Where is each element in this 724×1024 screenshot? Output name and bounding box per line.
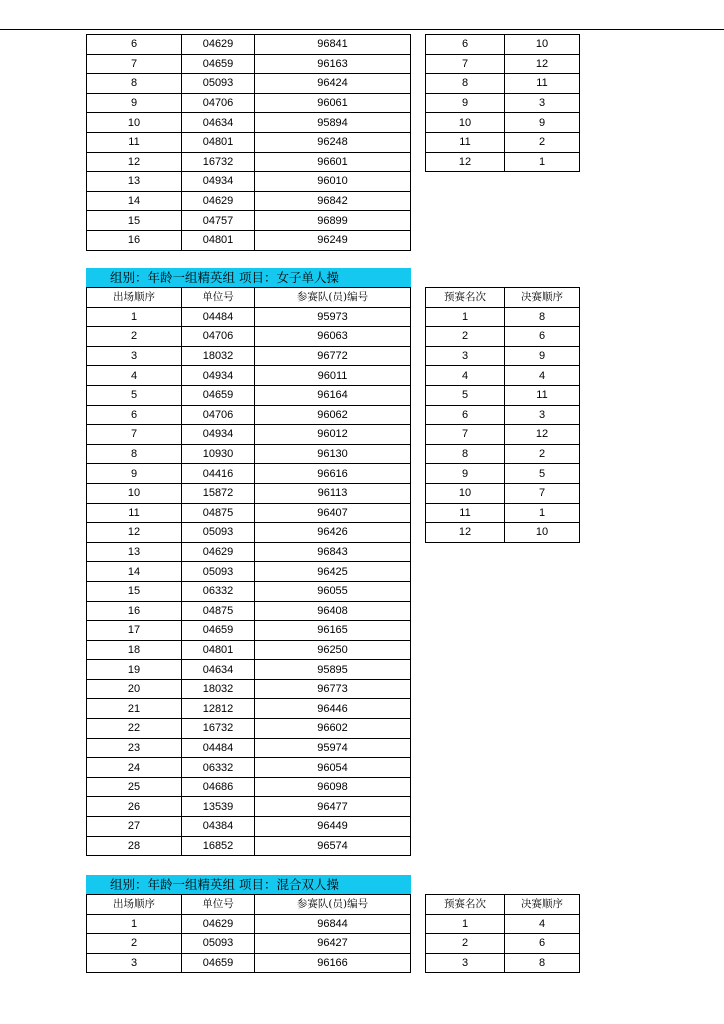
start-order-row xyxy=(87,601,411,621)
table-cell: 6 xyxy=(426,35,505,55)
table-cell: 96446 xyxy=(255,699,411,719)
table-cell: 11 xyxy=(87,132,182,152)
table-cell: 96899 xyxy=(255,211,411,231)
start-order-row xyxy=(87,817,411,837)
table-cell: 96063 xyxy=(255,327,411,347)
table-cell: 11 xyxy=(505,74,580,94)
table-cell: 10 xyxy=(426,113,505,133)
start-order-row xyxy=(87,914,411,934)
table-cell: 9 xyxy=(87,93,182,113)
table-cell: 96250 xyxy=(255,640,411,660)
start-order-row xyxy=(87,719,411,739)
table-cell: 2 xyxy=(426,327,505,347)
table-cell: 23 xyxy=(87,738,182,758)
table-cell: 11 xyxy=(87,503,182,523)
table-cell: 05093 xyxy=(182,934,255,954)
table-cell: 04706 xyxy=(182,405,255,425)
start-order-row xyxy=(87,54,411,74)
table-cell: 21 xyxy=(87,699,182,719)
start-order-row xyxy=(87,35,411,55)
table-cell: 04629 xyxy=(182,191,255,211)
table-cell: 96408 xyxy=(255,601,411,621)
start-order-row xyxy=(87,523,411,543)
table-cell: 11 xyxy=(426,132,505,152)
final-order-row xyxy=(426,113,580,133)
final-order-row xyxy=(426,346,580,366)
start-order-row xyxy=(87,640,411,660)
table-cell: 13539 xyxy=(182,797,255,817)
table-cell: 7 xyxy=(87,425,182,445)
header-start-order: 出场顺序 xyxy=(87,895,182,915)
table-cell: 10 xyxy=(87,483,182,503)
header-unit-number: 单位号 xyxy=(182,288,255,308)
table-cell: 16732 xyxy=(182,719,255,739)
table-cell: 10 xyxy=(426,483,505,503)
table-cell: 96248 xyxy=(255,132,411,152)
table-cell: 9 xyxy=(505,346,580,366)
table-cell: 7 xyxy=(87,54,182,74)
table-cell: 96054 xyxy=(255,758,411,778)
table-cell: 96165 xyxy=(255,621,411,641)
table-cell: 96130 xyxy=(255,444,411,464)
table-cell: 96113 xyxy=(255,483,411,503)
final-order-row xyxy=(426,934,580,954)
start-order-table-continued xyxy=(86,34,411,251)
final-order-table xyxy=(425,894,580,973)
table-cell: 96163 xyxy=(255,54,411,74)
table-cell: 04416 xyxy=(182,464,255,484)
table-cell: 1 xyxy=(426,307,505,327)
table-cell: 96061 xyxy=(255,93,411,113)
table-cell: 8 xyxy=(87,74,182,94)
start-order-row xyxy=(87,483,411,503)
table-cell: 04686 xyxy=(182,777,255,797)
start-order-row xyxy=(87,307,411,327)
table-cell: 04629 xyxy=(182,542,255,562)
table-cell: 3 xyxy=(87,953,182,973)
final-order-row xyxy=(426,914,580,934)
table-cell: 96012 xyxy=(255,425,411,445)
table-cell: 6 xyxy=(87,405,182,425)
table-cell: 04634 xyxy=(182,660,255,680)
table-cell: 04801 xyxy=(182,230,255,250)
start-order-row xyxy=(87,660,411,680)
table-header-row xyxy=(426,895,580,915)
table-cell: 96011 xyxy=(255,366,411,386)
start-order-row xyxy=(87,113,411,133)
final-order-row xyxy=(426,953,580,973)
table-cell: 15 xyxy=(87,211,182,231)
start-order-row xyxy=(87,542,411,562)
table-cell: 14 xyxy=(87,191,182,211)
header-unit-number: 单位号 xyxy=(182,895,255,915)
table-cell: 04659 xyxy=(182,54,255,74)
table-cell: 7 xyxy=(505,483,580,503)
final-order-row xyxy=(426,385,580,405)
start-order-row xyxy=(87,211,411,231)
table-cell: 2 xyxy=(505,444,580,464)
table-cell: 16732 xyxy=(182,152,255,172)
table-cell: 6 xyxy=(426,405,505,425)
final-order-row xyxy=(426,444,580,464)
page-top-rule xyxy=(0,29,724,30)
header-start-order: 出场顺序 xyxy=(87,288,182,308)
table-cell: 10 xyxy=(505,523,580,543)
table-cell: 96249 xyxy=(255,230,411,250)
table-cell: 8 xyxy=(505,307,580,327)
final-order-row xyxy=(426,483,580,503)
table-cell: 96425 xyxy=(255,562,411,582)
table-cell: 2 xyxy=(505,132,580,152)
table-cell: 04934 xyxy=(182,366,255,386)
final-order-row xyxy=(426,405,580,425)
start-order-row xyxy=(87,93,411,113)
table-cell: 1 xyxy=(505,152,580,172)
table-cell: 5 xyxy=(426,385,505,405)
start-order-row xyxy=(87,74,411,94)
table-cell: 04484 xyxy=(182,307,255,327)
table-cell: 04801 xyxy=(182,640,255,660)
table-cell: 96055 xyxy=(255,581,411,601)
table-cell: 8 xyxy=(426,444,505,464)
table-cell: 05093 xyxy=(182,74,255,94)
table-cell: 96010 xyxy=(255,172,411,192)
start-order-row xyxy=(87,777,411,797)
start-order-row xyxy=(87,679,411,699)
start-order-row xyxy=(87,758,411,778)
table-cell: 8 xyxy=(505,953,580,973)
header-team-number: 参赛队(员)编号 xyxy=(255,895,411,915)
table-cell: 6 xyxy=(505,327,580,347)
start-order-row xyxy=(87,581,411,601)
table-cell: 12812 xyxy=(182,699,255,719)
table-cell: 3 xyxy=(426,953,505,973)
table-cell: 3 xyxy=(505,405,580,425)
start-order-table xyxy=(86,894,411,973)
table-cell: 4 xyxy=(87,366,182,386)
table-cell: 8 xyxy=(426,74,505,94)
start-order-row xyxy=(87,425,411,445)
final-order-row xyxy=(426,307,580,327)
table-cell: 04629 xyxy=(182,914,255,934)
table-header-row xyxy=(87,288,411,308)
table-cell: 18 xyxy=(87,640,182,660)
table-cell: 2 xyxy=(87,327,182,347)
table-cell: 1 xyxy=(87,914,182,934)
table-cell: 96426 xyxy=(255,523,411,543)
start-order-row xyxy=(87,172,411,192)
table-cell: 96407 xyxy=(255,503,411,523)
start-order-row xyxy=(87,405,411,425)
table-cell: 2 xyxy=(426,934,505,954)
table-cell: 04659 xyxy=(182,621,255,641)
table-cell: 9 xyxy=(426,464,505,484)
table-cell: 04875 xyxy=(182,601,255,621)
group-event-banner: 组别：年龄一组精英组 项目：混合双人操 xyxy=(86,875,411,894)
table-cell: 04384 xyxy=(182,817,255,837)
table-cell: 26 xyxy=(87,797,182,817)
table-cell: 04706 xyxy=(182,327,255,347)
final-order-row xyxy=(426,93,580,113)
table-cell: 10 xyxy=(505,35,580,55)
final-order-table xyxy=(425,287,580,543)
header-team-number: 参赛队(员)编号 xyxy=(255,288,411,308)
start-order-row xyxy=(87,953,411,973)
start-order-row xyxy=(87,562,411,582)
table-cell: 06332 xyxy=(182,758,255,778)
final-order-row xyxy=(426,523,580,543)
table-cell: 11 xyxy=(505,385,580,405)
table-cell: 18032 xyxy=(182,346,255,366)
table-cell: 4 xyxy=(505,366,580,386)
table-cell: 12 xyxy=(505,54,580,74)
final-order-row xyxy=(426,366,580,386)
table-cell: 28 xyxy=(87,836,182,856)
table-cell: 8 xyxy=(87,444,182,464)
table-cell: 18032 xyxy=(182,679,255,699)
start-order-row xyxy=(87,934,411,954)
table-cell: 17 xyxy=(87,621,182,641)
table-cell: 04629 xyxy=(182,35,255,55)
start-order-row xyxy=(87,738,411,758)
table-cell: 13 xyxy=(87,542,182,562)
start-order-row xyxy=(87,346,411,366)
table-cell: 96164 xyxy=(255,385,411,405)
table-cell: 11 xyxy=(426,503,505,523)
table-cell: 1 xyxy=(87,307,182,327)
table-cell: 3 xyxy=(87,346,182,366)
table-cell: 04659 xyxy=(182,385,255,405)
start-order-table xyxy=(86,287,411,856)
final-order-row xyxy=(426,132,580,152)
table-cell: 96602 xyxy=(255,719,411,739)
table-cell: 96449 xyxy=(255,817,411,837)
table-cell: 22 xyxy=(87,719,182,739)
start-order-row xyxy=(87,327,411,347)
table-cell: 16 xyxy=(87,601,182,621)
header-prelim-rank: 预赛名次 xyxy=(426,288,505,308)
table-cell: 24 xyxy=(87,758,182,778)
start-order-row xyxy=(87,836,411,856)
header-prelim-rank: 预赛名次 xyxy=(426,895,505,915)
start-order-row xyxy=(87,621,411,641)
start-order-row xyxy=(87,191,411,211)
table-cell: 12 xyxy=(87,523,182,543)
start-order-row xyxy=(87,464,411,484)
table-cell: 9 xyxy=(426,93,505,113)
start-order-row xyxy=(87,385,411,405)
table-cell: 95974 xyxy=(255,738,411,758)
table-cell: 9 xyxy=(505,113,580,133)
table-cell: 06332 xyxy=(182,581,255,601)
table-cell: 96427 xyxy=(255,934,411,954)
start-order-row xyxy=(87,797,411,817)
table-cell: 95973 xyxy=(255,307,411,327)
table-cell: 12 xyxy=(426,152,505,172)
table-cell: 1 xyxy=(426,914,505,934)
table-cell: 5 xyxy=(87,385,182,405)
table-cell: 19 xyxy=(87,660,182,680)
table-cell: 15872 xyxy=(182,483,255,503)
table-cell: 96424 xyxy=(255,74,411,94)
table-cell: 2 xyxy=(87,934,182,954)
table-cell: 96844 xyxy=(255,914,411,934)
table-cell: 96574 xyxy=(255,836,411,856)
header-final-order: 决赛顺序 xyxy=(505,895,580,915)
final-order-row xyxy=(426,503,580,523)
table-cell: 10930 xyxy=(182,444,255,464)
table-cell: 6 xyxy=(505,934,580,954)
start-order-row xyxy=(87,699,411,719)
final-order-row xyxy=(426,35,580,55)
table-cell: 7 xyxy=(426,425,505,445)
table-cell: 04659 xyxy=(182,953,255,973)
table-cell: 04484 xyxy=(182,738,255,758)
table-cell: 9 xyxy=(87,464,182,484)
table-cell: 3 xyxy=(426,346,505,366)
table-cell: 96841 xyxy=(255,35,411,55)
table-cell: 04934 xyxy=(182,425,255,445)
table-cell: 13 xyxy=(87,172,182,192)
table-cell: 96843 xyxy=(255,542,411,562)
table-cell: 3 xyxy=(505,93,580,113)
table-cell: 96477 xyxy=(255,797,411,817)
final-order-row xyxy=(426,464,580,484)
table-header-row xyxy=(426,288,580,308)
table-cell: 12 xyxy=(87,152,182,172)
group-event-banner: 组别：年龄一组精英组 项目：女子单人操 xyxy=(86,268,411,287)
table-cell: 16852 xyxy=(182,836,255,856)
table-cell: 15 xyxy=(87,581,182,601)
table-cell: 96601 xyxy=(255,152,411,172)
table-cell: 96773 xyxy=(255,679,411,699)
table-header-row xyxy=(87,895,411,915)
table-cell: 16 xyxy=(87,230,182,250)
table-cell: 20 xyxy=(87,679,182,699)
start-order-row xyxy=(87,152,411,172)
table-cell: 5 xyxy=(505,464,580,484)
start-order-row xyxy=(87,503,411,523)
table-cell: 10 xyxy=(87,113,182,133)
table-cell: 7 xyxy=(426,54,505,74)
table-cell: 95894 xyxy=(255,113,411,133)
table-cell: 96772 xyxy=(255,346,411,366)
table-cell: 04706 xyxy=(182,93,255,113)
final-order-row xyxy=(426,54,580,74)
table-cell: 96616 xyxy=(255,464,411,484)
table-cell: 04801 xyxy=(182,132,255,152)
table-cell: 25 xyxy=(87,777,182,797)
table-cell: 1 xyxy=(505,503,580,523)
start-order-row xyxy=(87,132,411,152)
table-cell: 4 xyxy=(505,914,580,934)
table-cell: 04757 xyxy=(182,211,255,231)
final-order-table-continued xyxy=(425,34,580,172)
final-order-row xyxy=(426,152,580,172)
table-cell: 04875 xyxy=(182,503,255,523)
table-cell: 96166 xyxy=(255,953,411,973)
table-cell: 6 xyxy=(87,35,182,55)
table-cell: 96062 xyxy=(255,405,411,425)
table-cell: 95895 xyxy=(255,660,411,680)
table-cell: 4 xyxy=(426,366,505,386)
table-cell: 96842 xyxy=(255,191,411,211)
header-final-order: 决赛顺序 xyxy=(505,288,580,308)
start-order-row xyxy=(87,230,411,250)
table-cell: 14 xyxy=(87,562,182,582)
final-order-row xyxy=(426,425,580,445)
table-cell: 04634 xyxy=(182,113,255,133)
start-order-row xyxy=(87,444,411,464)
final-order-row xyxy=(426,74,580,94)
table-cell: 05093 xyxy=(182,562,255,582)
table-cell: 04934 xyxy=(182,172,255,192)
final-order-row xyxy=(426,327,580,347)
table-cell: 12 xyxy=(426,523,505,543)
table-cell: 12 xyxy=(505,425,580,445)
table-cell: 96098 xyxy=(255,777,411,797)
table-cell: 05093 xyxy=(182,523,255,543)
table-cell: 27 xyxy=(87,817,182,837)
start-order-row xyxy=(87,366,411,386)
